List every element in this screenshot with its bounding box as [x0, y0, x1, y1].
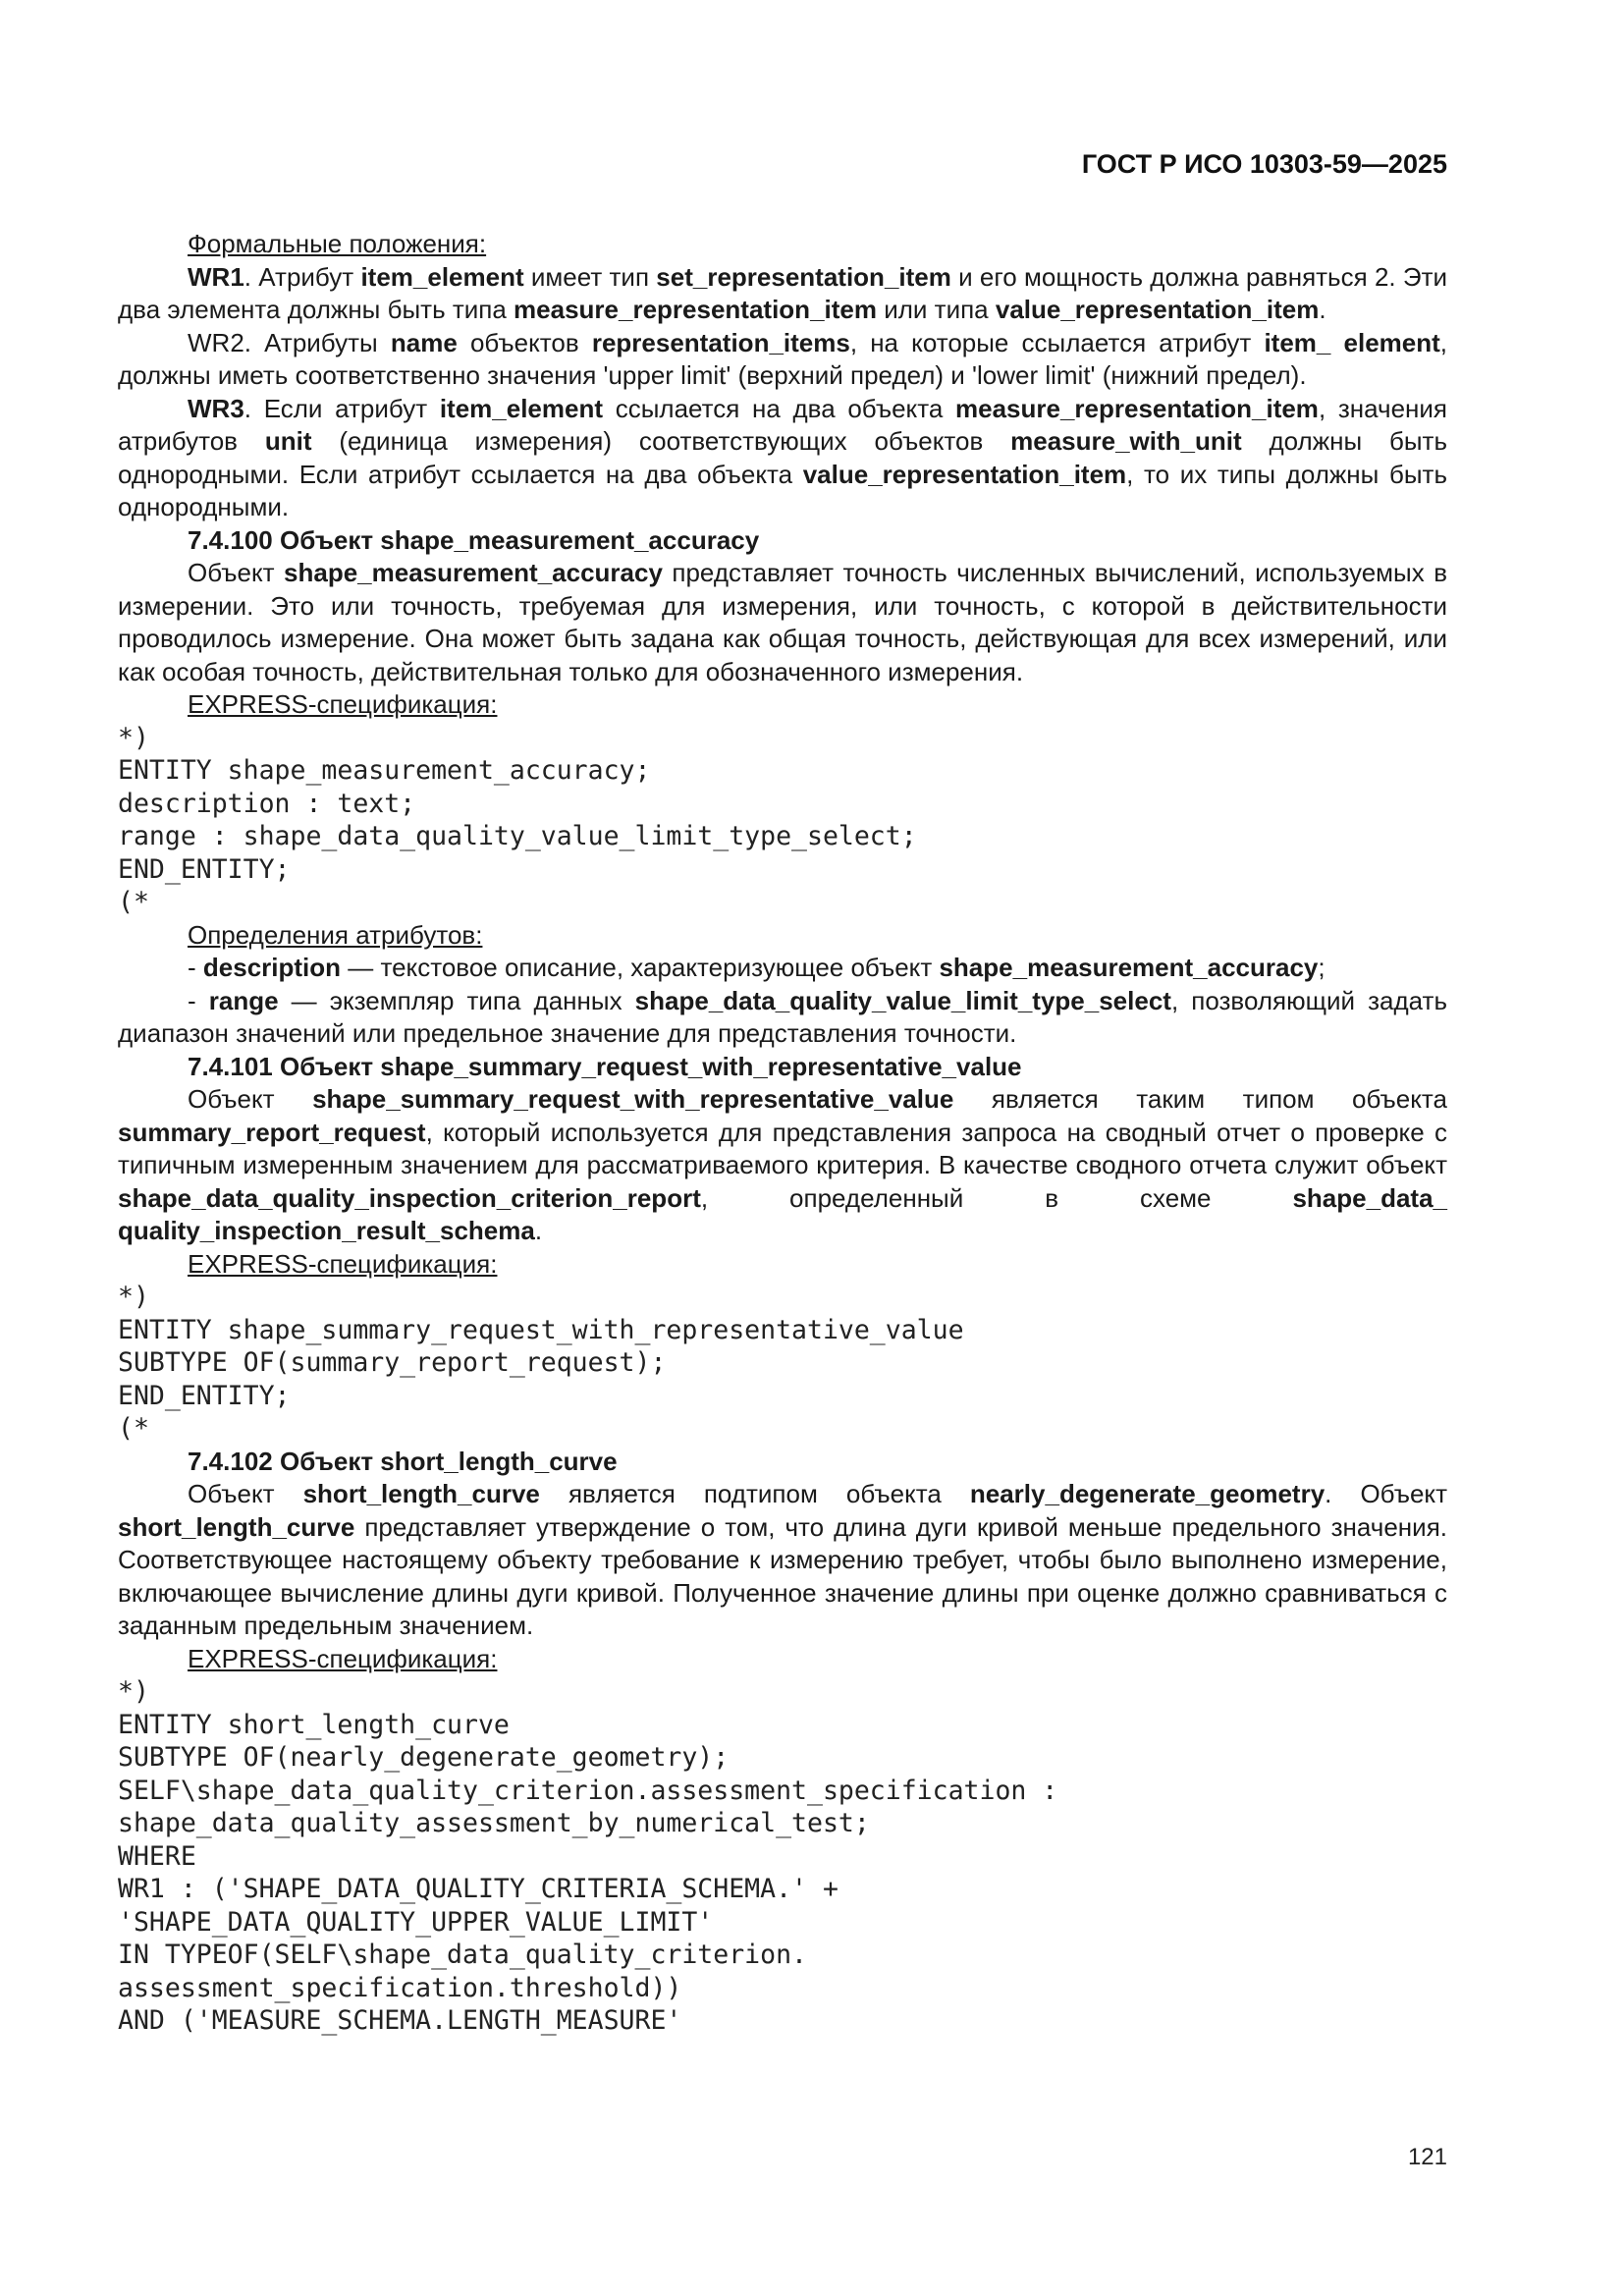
express-spec-label: EXPRESS-спецификация:: [188, 689, 498, 719]
code-line: SUBTYPE OF(nearly_degenerate_geometry);: [118, 1742, 730, 1773]
wr2-paragraph: WR2. Атрибуты name объектов representation_items, на которые ссылается атрибут item_ element, должны иметь соответственно значения 'upper limit' (верхний предел) и 'lower limit' (нижний предел).: [118, 327, 1448, 390]
code-line: WHERE: [118, 1840, 196, 1872]
code-line: *): [118, 722, 149, 753]
section-7-4-101-text: Объект shape_summary_request_with_representative_value является таким типом объекта summary_report_request, который используется для представления запроса на сводный отчет о проверке с типичным измеренным значением для рассматриваемого критерия. В качестве сводного отчета служит объект shape_data_quality_inspection_criterion_report, определенный в схеме shape_data_ quality_inspection_result_schema.: [118, 1084, 1447, 1245]
code-line: SELF\shape_data_quality_criterion.assessment_specification :: [118, 1775, 1058, 1806]
code-line: ENTITY shape_measurement_accuracy;: [118, 755, 651, 786]
code-line: END_ENTITY;: [118, 1380, 291, 1411]
document-body: [118, 228, 1447, 2038]
code-line: (*: [118, 1413, 149, 1444]
wr1-paragraph: WR1. Атрибут item_element имеет тип set_representation_item и его мощность должна равняться 2. Эти два элемента должны быть типа measure_representation_item или типа value_representation_item.: [118, 261, 1448, 324]
section-7-4-102-text: Объект short_length_curve является подтипом объекта nearly_degenerate_geometry. Объект short_length_curve представляет утверждение о том, что длина дуги кривой меньше предельного значения. Соответствующее настоящему объекту требование к измерению требует, чтобы было выполнено измерение, включающее вычисление длины дуги кривой. Полученное значение длины при оценке должно сравниваться с заданным предельным значением.: [118, 1479, 1447, 1640]
standard-header: ГОСТ Р ИСО 10303-59—2025: [1081, 149, 1447, 179]
attribute-definitions-title: Определения атрибутов:: [188, 919, 483, 950]
express-code-block: [118, 722, 1447, 919]
code-line: WR1 : ('SHAPE_DATA_QUALITY_CRITERIA_SCHEMA.' +: [118, 1874, 839, 1904]
express-spec-label: EXPRESS-спецификация:: [188, 1643, 498, 1673]
code-line: *): [118, 1676, 149, 1707]
code-line: SUBTYPE OF(summary_report_request);: [118, 1347, 667, 1378]
express-spec-label: EXPRESS-спецификация:: [188, 1248, 498, 1279]
code-line: description : text;: [118, 788, 416, 819]
page-number: 121: [1407, 2144, 1447, 2170]
formal-propositions-title: Формальные положения:: [188, 229, 487, 258]
code-line: ENTITY shape_summary_request_with_representative_value: [118, 1314, 964, 1345]
code-line: AND ('MEASURE_SCHEMA.LENGTH_MEASURE': [118, 2005, 682, 2036]
code-line: END_ENTITY;: [118, 853, 291, 885]
section-7-4-100-text: Объект shape_measurement_accuracy представляет точность численных вычислений, используемых в измерении. Это или точность, требуемая для измерения, или точность, с которой в действительности проводилось измерение. Она может быть задана как общая точность, действующая для всех измерений, или как особая точность, действительная только для обозначенного измерения.: [118, 558, 1448, 686]
express-code-block: [118, 1675, 1447, 2038]
code-line: shape_data_quality_assessment_by_numerical_test;: [118, 1808, 870, 1838]
attribute-range: - range — экземпляр типа данных shape_data_quality_value_limit_type_select, позволяющий задать диапазон значений или предельное значение для представления точности.: [118, 985, 1447, 1048]
code-line: assessment_specification.threshold)): [118, 1972, 682, 2003]
code-line: ENTITY short_length_curve: [118, 1709, 510, 1740]
code-line: range : shape_data_quality_value_limit_type_select;: [118, 821, 917, 851]
wr3-paragraph: WR3. Если атрибут item_element ссылается на два объекта measure_representation_item, значения атрибутов unit (единица измерения) соответствующих объектов measure_with_unit должны быть однородными. Если атрибут ссылается на два объекта value_representation_item, то их типы должны быть однородными.: [118, 393, 1448, 521]
attribute-description: - description — текстовое описание, характеризующее объект shape_measurement_accuracy;: [188, 953, 1325, 982]
section-heading-7-4-100: 7.4.100 Объект shape_measurement_accuracy: [188, 524, 760, 555]
code-line: (*: [118, 887, 149, 917]
code-line: *): [118, 1282, 149, 1312]
section-heading-7-4-102: 7.4.102 Объект short_length_curve: [188, 1446, 618, 1476]
express-code-block: [118, 1281, 1447, 1446]
code-line: 'SHAPE_DATA_QUALITY_UPPER_VALUE_LIMIT': [118, 1906, 714, 1938]
code-line: IN TYPEOF(SELF\shape_data_quality_criterion.: [118, 1940, 807, 1970]
section-heading-7-4-101: 7.4.101 Объект shape_summary_request_with_representative_value: [188, 1051, 1022, 1081]
